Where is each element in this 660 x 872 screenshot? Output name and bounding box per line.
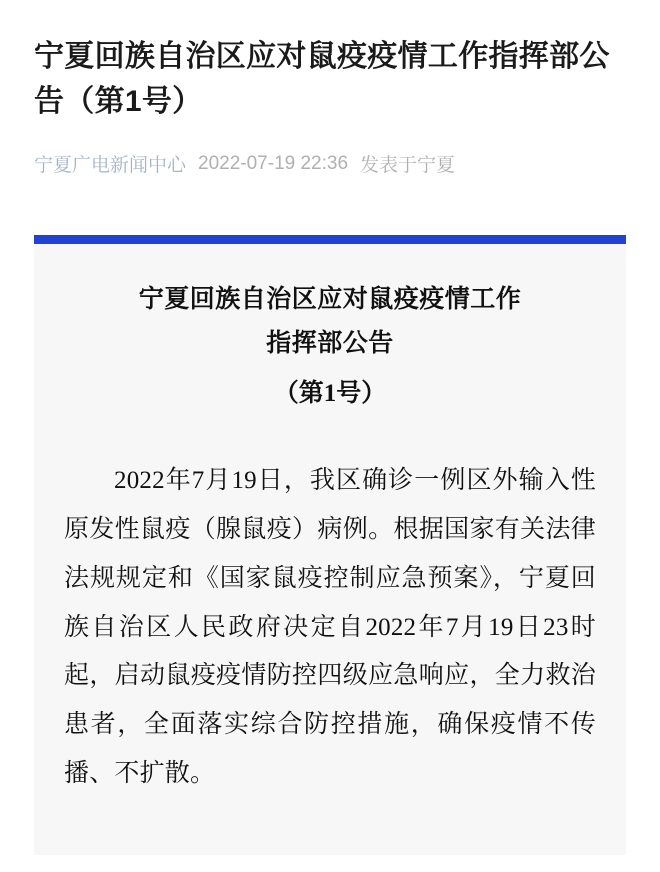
meta-source[interactable]: 宁夏广电新闻中心 [34,155,187,176]
notice-heading [64,278,596,366]
page-title: 宁夏回族自治区应对鼠疫疫情工作指挥部公告（第1号） [34,40,610,118]
notice-heading-line-1: 宁夏回族自治区应对鼠疫疫情工作 [138,286,522,313]
notice-card [34,235,626,855]
meta-datetime: 2022-07-19 22:36 [198,152,349,174]
notice-number: （第1号） [273,379,387,407]
article-meta [34,150,626,177]
notice-body-text: 2022年7月19日，我区确诊一例区外输入性原发性鼠疫（腺鼠疫）病例。根据国家有关法律法规规定和《国家鼠疫控制应急预案》，宁夏回族自治区人民政府决定自2022年7月19日23时起，启动鼠疫疫情防控四级应急响应，全力救治患者，全面落实综合防控措施，确保疫情不传播、不扩散。 [64,467,596,787]
notice-heading-line-2: 指挥部公告 [266,329,394,357]
meta-location: 发表于宁夏 [360,155,456,176]
